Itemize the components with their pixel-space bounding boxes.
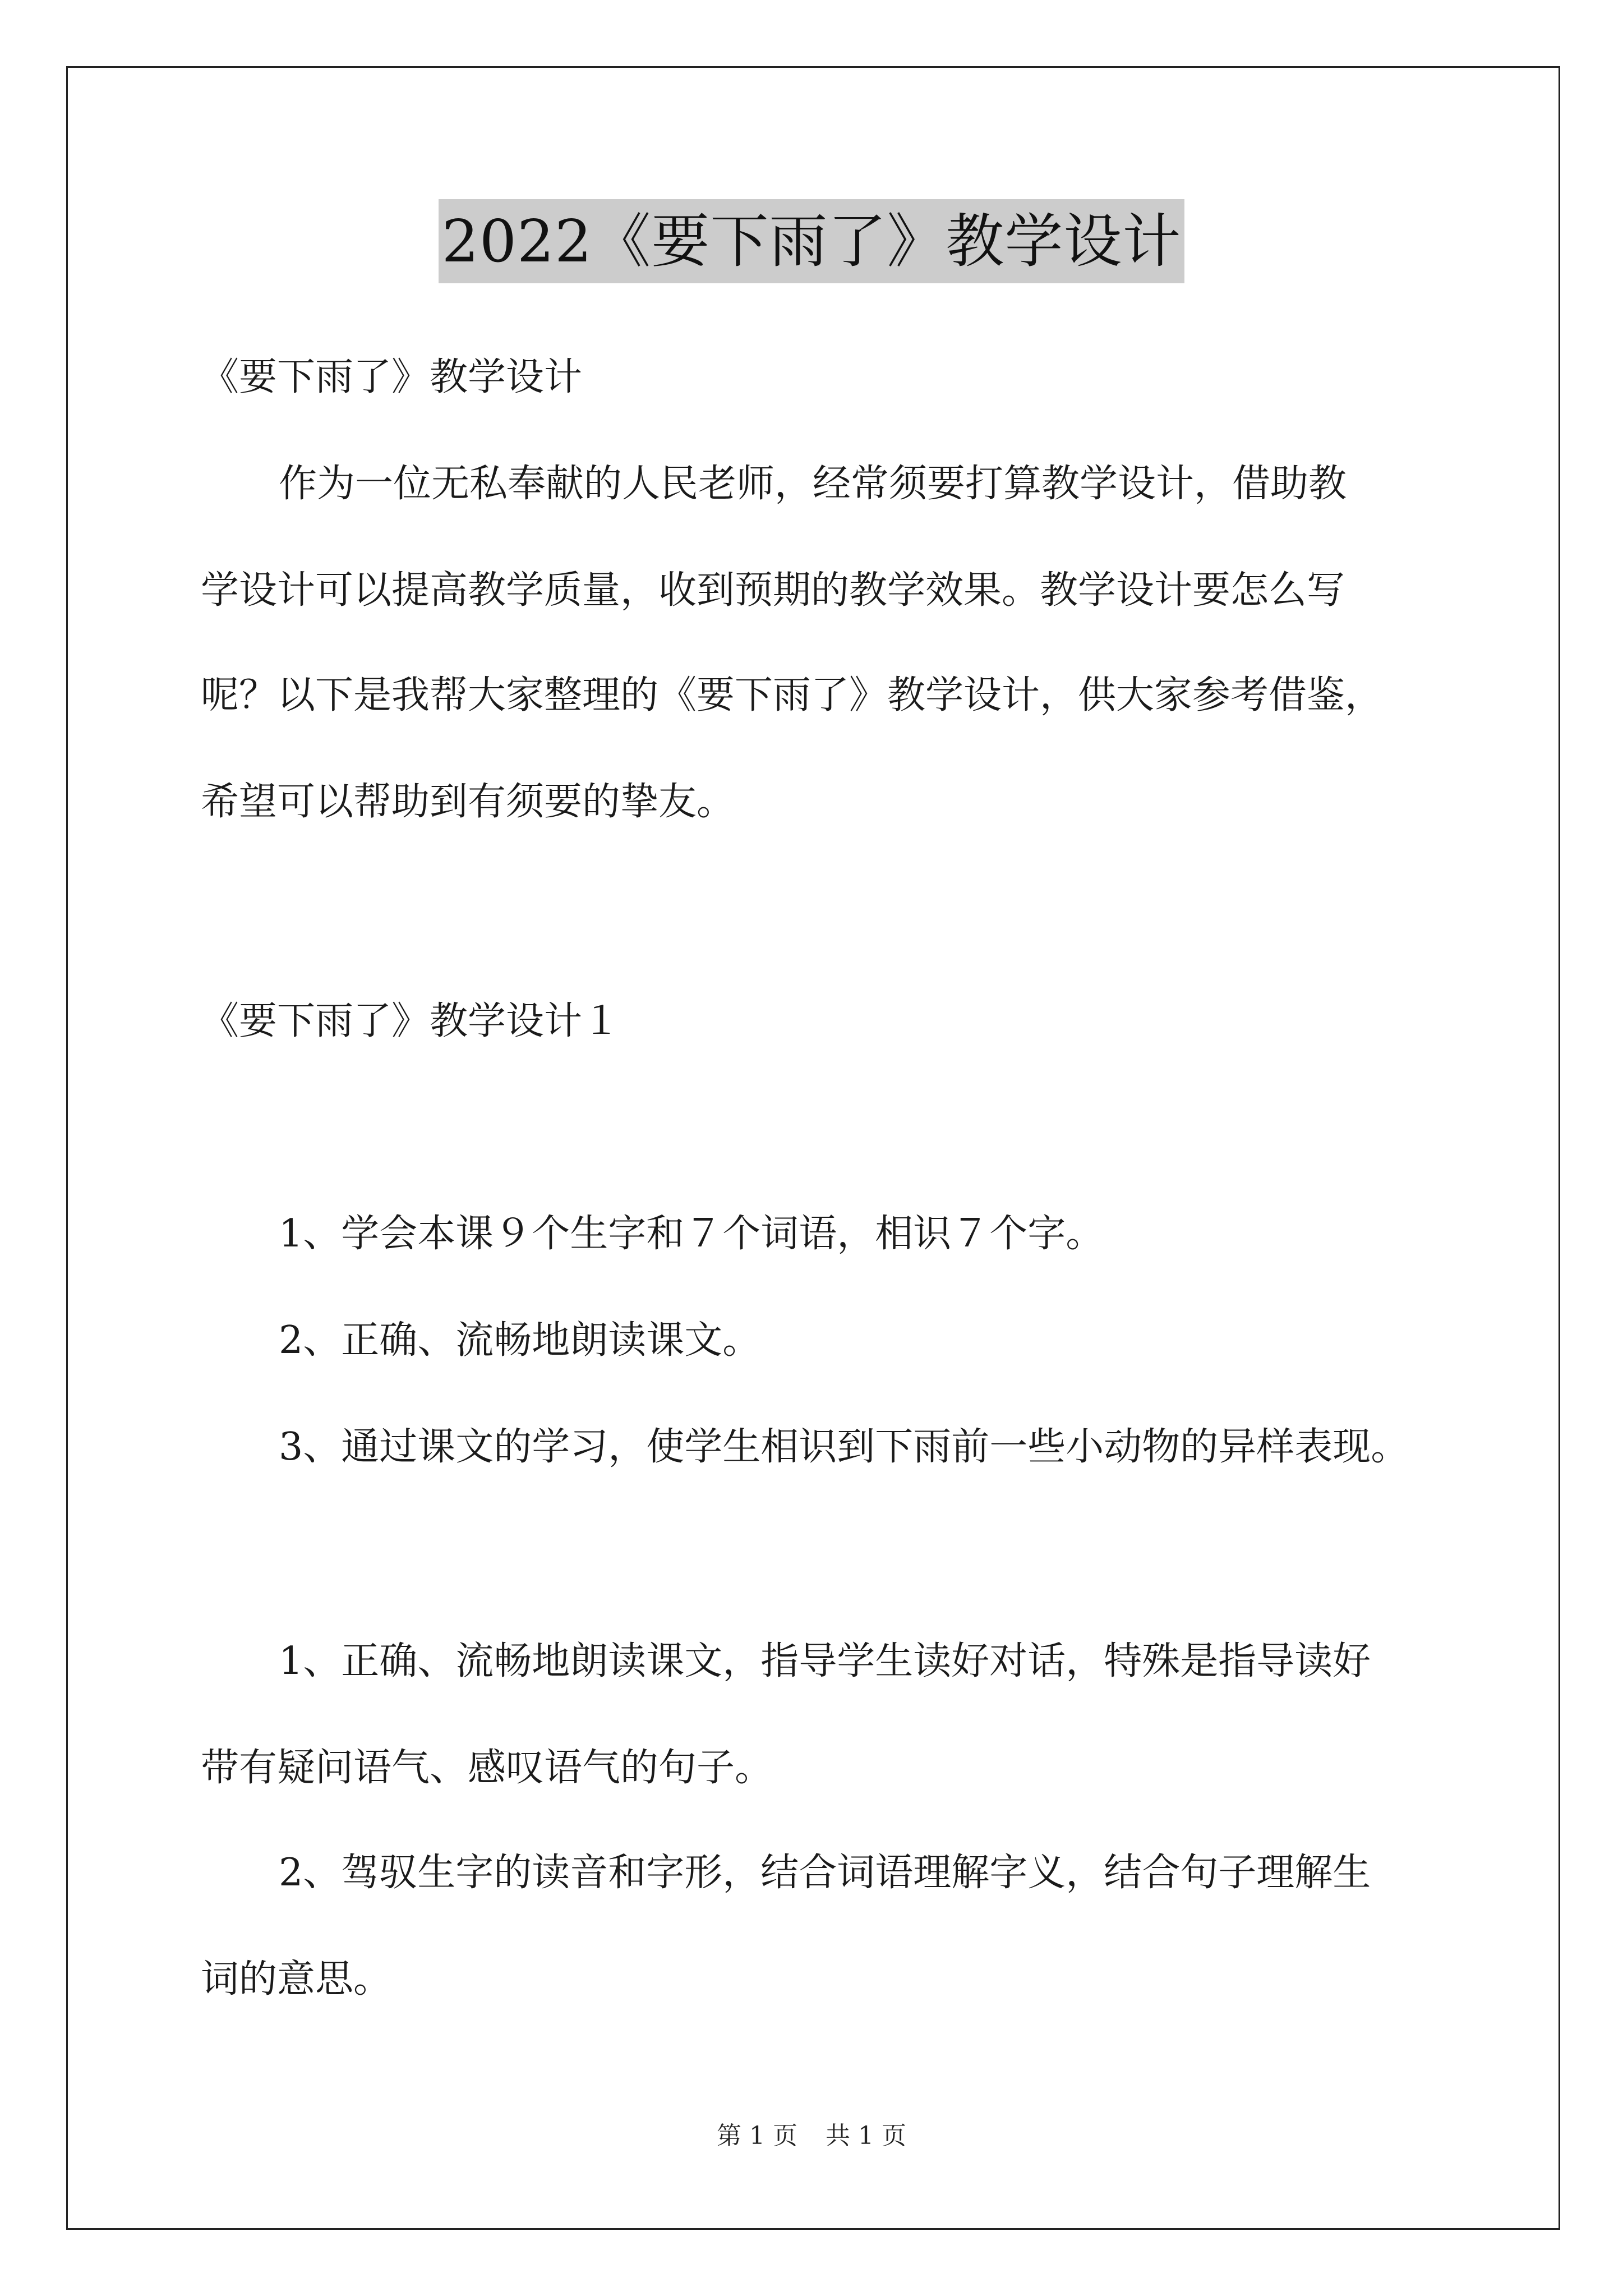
subtitle-line: 《要下雨了》教学设计 — [201, 355, 583, 399]
list-item: 2、正确、流畅地朗读课文。 — [279, 1318, 761, 1363]
paragraph-line: 作为一位无私奉献的人民老师，经常须要打算教学设计，借助教 — [279, 462, 1347, 506]
list-item: 2、驾驭生字的读音和字形，结合词语理解字义，结合句子理解生 — [279, 1851, 1371, 1895]
list-item: 1、正确、流畅地朗读课文，指导学生读好对话，特殊是指导读好 — [279, 1639, 1371, 1683]
page-number-current: 第 1 页 — [717, 2122, 797, 2150]
paragraph-line: 希望可以帮助到有须要的挚友。 — [201, 780, 735, 824]
paragraph-line: 呢？以下是我帮大家整理的《要下雨了》教学设计，供大家参考借鉴， — [201, 673, 1384, 717]
page-footer — [0, 2119, 1623, 2153]
section-heading: 《要下雨了》教学设计１ — [201, 999, 621, 1043]
title-container — [0, 199, 1623, 283]
list-item-continuation: 带有疑问语气、感叹语气的句子。 — [201, 1746, 773, 1790]
paragraph-line: 学设计可以提高教学质量，收到预期的教学效果。教学设计要怎么写 — [201, 568, 1345, 613]
document-title: 2022《要下雨了》教学设计 — [439, 199, 1185, 283]
list-item: 3、通过课文的学习，使学生相识到下雨前一些小动物的异样表现。 — [279, 1425, 1409, 1469]
page-number-total: 共 1 页 — [826, 2122, 906, 2150]
list-item-continuation: 词的意思。 — [201, 1957, 392, 2001]
list-item: 1、学会本课９个生字和７个词语，相识７个字。 — [279, 1212, 1104, 1256]
